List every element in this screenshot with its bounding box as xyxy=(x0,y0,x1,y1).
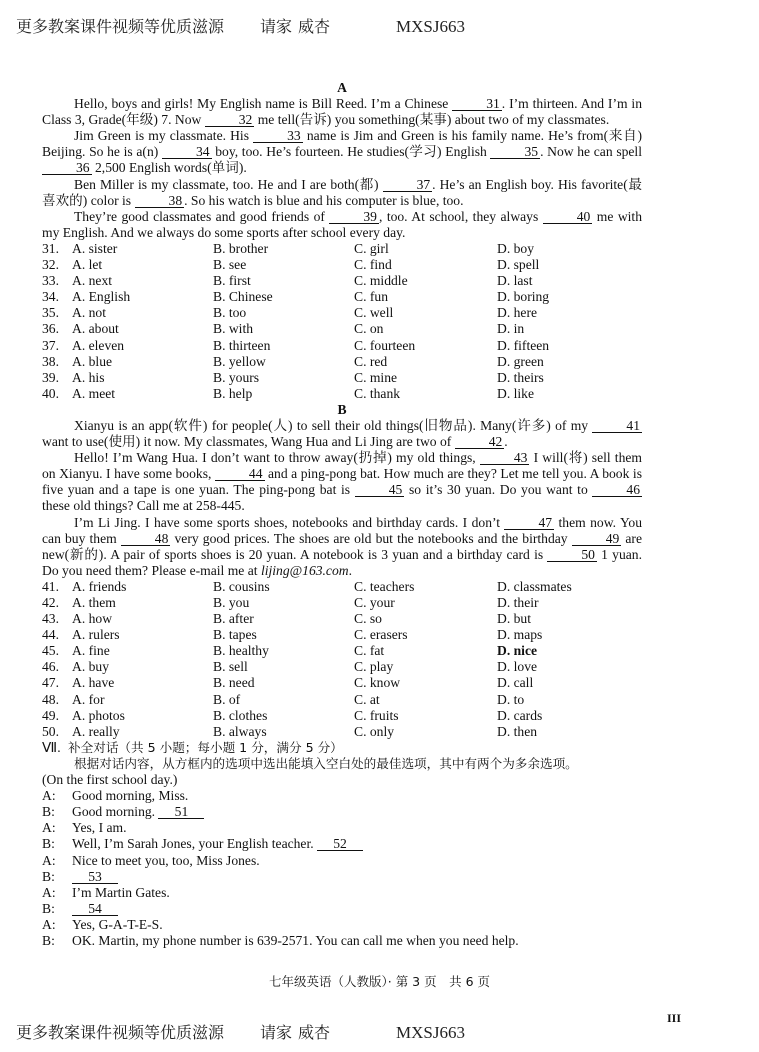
speaker: A: xyxy=(42,788,56,804)
option-a: A. about xyxy=(72,321,119,337)
option-row xyxy=(42,579,642,595)
dialogue-line xyxy=(42,869,642,885)
option-row xyxy=(42,595,642,611)
answer-blank: 32 xyxy=(205,113,255,127)
option-b: B. yellow xyxy=(213,353,266,369)
speaker: A: xyxy=(42,884,56,900)
answer-blank: 52 xyxy=(317,837,363,851)
option-a: A. eleven xyxy=(72,337,125,353)
option-a: A. blue xyxy=(72,353,113,369)
option-a: A. them xyxy=(72,595,116,610)
option-d: D. love xyxy=(497,659,538,675)
answer-blank: 34 xyxy=(162,145,212,159)
section-a-title: A xyxy=(337,80,347,95)
answer-blank: 48 xyxy=(121,532,171,546)
option-c: C. middle xyxy=(354,273,408,289)
bottom-header-text-2: 请家 xyxy=(260,1023,293,1042)
speaker: B: xyxy=(42,836,55,852)
option-a: A. his xyxy=(72,369,105,385)
question-number: 41. xyxy=(42,578,59,594)
option-row xyxy=(42,611,642,627)
speaker: B: xyxy=(42,900,55,916)
option-a: A. photos xyxy=(72,707,125,723)
dialogue-context: (On the first school day.) xyxy=(42,772,178,788)
dialogue-body xyxy=(72,820,127,836)
passage-text: name is Jim and Green is his family name. He’s from(来自) Beijing. So he is a(n) xyxy=(42,128,642,160)
answer-blank: 38 xyxy=(135,194,185,208)
section-7-heading xyxy=(42,740,642,756)
dialogue-body xyxy=(72,885,170,901)
option-c: C. on xyxy=(354,321,384,337)
option-c: C. mine xyxy=(354,369,398,385)
answer-blank: 53 xyxy=(72,870,118,884)
answer-blank: 31 xyxy=(452,97,502,111)
option-row xyxy=(42,627,642,643)
dialogue-text: OK. Martin, my phone number is 639-2571. You can call me when you need help. xyxy=(72,932,519,948)
passage-text: 2,500 English words(单词). xyxy=(91,160,247,176)
option-a: A. buy xyxy=(72,659,110,675)
option-a: A. for xyxy=(72,691,105,707)
answer-blank: 43 xyxy=(480,451,530,465)
dialogue-body xyxy=(72,804,204,820)
option-d: D. to xyxy=(497,691,525,707)
option-b: B. too xyxy=(213,305,247,321)
dialogue-body xyxy=(72,853,260,869)
dialogue-line xyxy=(42,933,642,949)
option-row xyxy=(42,305,642,321)
option-a: A. how xyxy=(72,611,113,627)
option-row xyxy=(42,273,642,289)
option-b: B. with xyxy=(213,321,254,337)
dialogue-body xyxy=(72,917,163,933)
option-row xyxy=(42,708,642,724)
option-d: D. green xyxy=(497,353,544,369)
option-c: C. girl xyxy=(354,240,389,256)
option-d: D. maps xyxy=(497,627,543,643)
option-a: A. let xyxy=(72,257,103,273)
option-d: D. then xyxy=(497,723,538,739)
option-b: B. need xyxy=(213,675,255,691)
section-b-title: B xyxy=(337,401,347,417)
option-b: B. you xyxy=(213,595,250,610)
section-7-instruction: 根据对话内容，从方框内的选项中选出能填入空白处的最佳选项，其中有两个为多余选项。 xyxy=(74,755,578,771)
answer-blank: 47 xyxy=(504,516,554,530)
bottom-watermark-header xyxy=(16,1020,465,1043)
option-b: B. healthy xyxy=(213,643,269,659)
option-b: B. always xyxy=(213,723,267,739)
passage-text: , too. At school, they always xyxy=(378,208,543,224)
section-7-number: Ⅶ. xyxy=(42,739,61,755)
option-c: C. thank xyxy=(354,385,401,401)
speaker: A: xyxy=(42,852,56,868)
option-row xyxy=(42,257,642,273)
dialogue-line xyxy=(42,901,642,917)
answer-blank: 33 xyxy=(253,129,303,143)
option-c: C. fat xyxy=(354,643,385,659)
bottom-header-text-3: 威杏 xyxy=(298,1023,331,1042)
option-row xyxy=(42,338,642,354)
section-b-options xyxy=(42,579,642,740)
question-number: 49. xyxy=(42,707,59,723)
passage-text: boy, too. He’s fourteen. He studies(学习) English xyxy=(211,144,491,160)
option-a: A. meet xyxy=(72,385,116,401)
passage-text: so it’s 30 yuan. Do you want to xyxy=(404,482,593,498)
header-text-3: 威杏 xyxy=(298,17,331,36)
option-a: A. not xyxy=(72,305,106,321)
option-c: C. only xyxy=(354,723,395,739)
passage-text: . xyxy=(504,434,508,450)
passage-text: Jim Green is my classmate. His xyxy=(74,128,254,144)
option-b: B. Chinese xyxy=(213,289,273,305)
passage-paragraph xyxy=(42,450,642,514)
passage-paragraph xyxy=(42,209,642,241)
dialogue-body xyxy=(72,901,118,917)
speaker: A: xyxy=(42,820,56,836)
option-c: C. fourteen xyxy=(354,337,416,353)
option-a: A. next xyxy=(72,273,113,289)
option-row xyxy=(42,386,642,402)
option-row xyxy=(42,692,642,708)
option-a: A. fine xyxy=(72,643,110,659)
passage-paragraph xyxy=(42,418,642,450)
option-row xyxy=(42,724,642,740)
answer-blank: 45 xyxy=(355,483,405,497)
option-d: D. boring xyxy=(497,289,550,305)
page-mark: III xyxy=(667,1011,682,1025)
option-d: D. in xyxy=(497,321,525,337)
bottom-header-code: MXSJ663 xyxy=(396,1023,465,1042)
section-a-options xyxy=(42,241,642,402)
speaker: B: xyxy=(42,932,55,948)
dialogue-body xyxy=(72,836,363,852)
question-number: 45. xyxy=(42,643,59,659)
option-c: C. so xyxy=(354,611,382,627)
answer-blank: 41 xyxy=(592,419,642,433)
option-row xyxy=(42,321,642,337)
question-number: 36. xyxy=(42,321,59,337)
passage-text: . xyxy=(348,562,352,578)
question-number: 34. xyxy=(42,289,59,305)
passage-text: . Now he can spell xyxy=(540,144,642,160)
option-d: D. last xyxy=(497,273,533,289)
option-d: D. spell xyxy=(497,257,540,273)
question-number: 31. xyxy=(42,240,59,256)
passage-text: me with my English. And we always do some sports after school every day. xyxy=(42,208,642,240)
answer-blank: 46 xyxy=(592,483,642,497)
dialogue-text: Good morning. xyxy=(72,804,159,820)
question-number: 50. xyxy=(42,723,59,739)
passage-text: are new(新的). A pair of sports shoes is 20 yuan. A notebook is 3 yuan and a birthday card is xyxy=(42,530,642,562)
option-row xyxy=(42,659,642,675)
option-row xyxy=(42,370,642,386)
dialogue-text: Good morning, Miss. xyxy=(72,788,189,804)
option-c: C. erasers xyxy=(354,627,408,643)
dialogue-text: Yes, G-A-T-E-S. xyxy=(72,916,163,932)
header-code: MXSJ663 xyxy=(396,17,465,36)
option-d: D. boy xyxy=(497,240,535,256)
option-a: A. have xyxy=(72,675,115,691)
passage-text: I’m Li Jing. I have some sports shoes, notebooks and birthday cards. I don’t xyxy=(74,514,505,530)
option-d: D. classmates xyxy=(497,578,572,594)
dialogue-text: Nice to meet you, too, Miss Jones. xyxy=(72,852,260,868)
question-number: 44. xyxy=(42,627,59,643)
question-number: 40. xyxy=(42,385,59,401)
dialogue-body xyxy=(72,869,118,885)
email-address: lijing@163.com xyxy=(260,562,349,578)
passage-text: . I’m thirteen. And I’m in Class 3, Grade(年级) 7. Now xyxy=(42,96,642,128)
header-text-2: 请家 xyxy=(260,17,293,36)
answer-blank: 37 xyxy=(383,178,433,192)
top-watermark-header xyxy=(16,14,465,37)
bottom-header-text-1: 更多教案课件视频等优质滋源 xyxy=(16,1023,225,1042)
answer-blank: 44 xyxy=(215,467,265,481)
option-row xyxy=(42,675,642,691)
option-a: A. friends xyxy=(72,578,127,594)
question-number: 43. xyxy=(42,611,59,627)
answer-blank: 50 xyxy=(547,548,597,562)
dialogue-text: I’m Martin Gates. xyxy=(72,884,170,900)
option-c: C. teachers xyxy=(354,578,415,594)
question-number: 46. xyxy=(42,659,59,675)
option-b: B. help xyxy=(213,385,253,401)
option-c: C. well xyxy=(354,305,394,321)
passage-paragraph xyxy=(42,515,642,579)
dialogue-line xyxy=(42,788,642,804)
section-7-heading-text: 补全对话（共 5 小题；每小题 1 分，满分 5 分） xyxy=(68,739,343,755)
dialogue-body xyxy=(72,788,188,804)
question-number: 35. xyxy=(42,305,59,321)
option-d: D. but xyxy=(497,611,531,627)
dialogue-line xyxy=(42,853,642,869)
option-b: B. thirteen xyxy=(213,337,271,353)
option-b: B. brother xyxy=(213,240,269,256)
option-b: B. after xyxy=(213,611,254,627)
option-row xyxy=(42,643,642,659)
option-c: C. play xyxy=(354,659,394,675)
dialogue-text: Yes, I am. xyxy=(72,820,127,836)
option-a: A. rulers xyxy=(72,627,120,643)
option-b: B. cousins xyxy=(213,578,270,594)
answer-blank: 51 xyxy=(158,805,204,819)
passage-text: . So his watch is blue and his computer is blue, too. xyxy=(184,192,464,208)
dialogue-line xyxy=(42,885,642,901)
dialogue-body xyxy=(72,933,519,949)
speaker: A: xyxy=(42,916,56,932)
section-b-passage xyxy=(42,418,642,579)
option-b: B. first xyxy=(213,273,251,289)
passage-text: . He’s an English boy. His favorite(最喜欢的) color is xyxy=(42,176,642,208)
passage-paragraph xyxy=(42,96,642,128)
answer-blank: 40 xyxy=(543,210,593,224)
passage-text: these old things? Call me at 258-445. xyxy=(42,498,245,514)
option-d: D. their xyxy=(497,595,539,610)
passage-text: Ben Miller is my classmate, too. He and I are both(都) xyxy=(74,176,383,192)
option-c: C. at xyxy=(354,691,380,707)
answer-blank: 39 xyxy=(329,210,379,224)
question-number: 37. xyxy=(42,337,59,353)
option-a: A. really xyxy=(72,723,120,739)
option-b: B. of xyxy=(213,691,241,707)
passage-text: and a ping-pong bat. How much are they? Let me tell you. A book is five yuan and a tape is one yuan. The ping-pong bat is xyxy=(42,466,642,498)
question-number: 39. xyxy=(42,369,59,385)
option-c: C. fun xyxy=(354,289,388,305)
answer-blank: 54 xyxy=(72,902,118,916)
answer-blank: 36 xyxy=(42,161,92,175)
question-number: 33. xyxy=(42,273,59,289)
option-a: A. sister xyxy=(72,240,118,256)
option-d: D. theirs xyxy=(497,369,544,385)
passage-text: They’re good classmates and good friends of xyxy=(74,208,330,224)
passage-text: Xianyu is an app(软件) for people(人) to sell their old things(旧物品). Many(许多) of my xyxy=(74,417,593,433)
passage-paragraph xyxy=(42,177,642,209)
passage-text: 1 yuan. Do you need them? Please e-mail me at xyxy=(42,546,642,578)
option-b: B. clothes xyxy=(213,707,268,723)
dialogue-text: Well, I’m Sarah Jones, your English teacher. xyxy=(72,836,318,852)
option-b: B. see xyxy=(213,257,247,273)
passage-text: Hello, boys and girls! My English name is Bill Reed. I’m a Chinese xyxy=(74,96,453,112)
question-number: 32. xyxy=(42,257,59,273)
option-d: D. cards xyxy=(497,707,543,723)
question-number: 38. xyxy=(42,353,59,369)
option-c: C. find xyxy=(354,257,392,273)
dialogue xyxy=(42,788,642,949)
header-text-1: 更多教案课件视频等优质滋源 xyxy=(16,17,225,36)
option-d: D. like xyxy=(497,385,534,401)
speaker: B: xyxy=(42,868,55,884)
option-row xyxy=(42,354,642,370)
section-a-passage xyxy=(42,96,642,241)
option-b: B. tapes xyxy=(213,627,257,643)
passage-text: I will(将) sell them on Xianyu. I have some books, xyxy=(42,450,642,482)
option-d: D. here xyxy=(497,305,538,321)
page-footer: 七年级英语（人教版）· 第 3 页 共 6 页 xyxy=(269,974,490,989)
dialogue-line xyxy=(42,804,642,820)
question-number: 47. xyxy=(42,675,59,691)
option-b: B. sell xyxy=(213,659,248,675)
question-number: 42. xyxy=(42,595,59,610)
answer-blank: 49 xyxy=(572,532,622,546)
option-row xyxy=(42,289,642,305)
passage-text: very good prices. The shoes are old but the notebooks and the birthday xyxy=(170,530,572,546)
answer-blank: 42 xyxy=(455,435,505,449)
option-d: D. call xyxy=(497,675,534,691)
passage-text: Hello! I’m Wang Hua. I don’t want to throw away(扔掉) my old things, xyxy=(74,450,480,466)
question-number: 48. xyxy=(42,691,59,707)
option-c: C. red xyxy=(354,353,388,369)
dialogue-line xyxy=(42,836,642,852)
option-d: D. fifteen xyxy=(497,337,550,353)
option-row xyxy=(42,241,642,257)
passage-paragraph xyxy=(42,128,642,176)
option-a: A. English xyxy=(72,289,131,305)
passage-text: them now. You can buy them xyxy=(42,514,642,546)
dialogue-line xyxy=(42,917,642,933)
option-c: C. know xyxy=(354,675,401,691)
passage-text: want to use(使用) it now. My classmates, Wang Hua and Li Jing are two of xyxy=(42,434,455,450)
option-b: B. yours xyxy=(213,369,260,385)
option-d: D. nice xyxy=(497,643,538,659)
option-c: C. your xyxy=(354,595,395,610)
passage-text: me tell(告诉) you something(某事) about two of my classmates. xyxy=(254,112,610,128)
exam-content xyxy=(42,80,642,949)
speaker: B: xyxy=(42,804,55,820)
option-c: C. fruits xyxy=(354,707,399,723)
answer-blank: 35 xyxy=(490,145,540,159)
dialogue-line xyxy=(42,820,642,836)
